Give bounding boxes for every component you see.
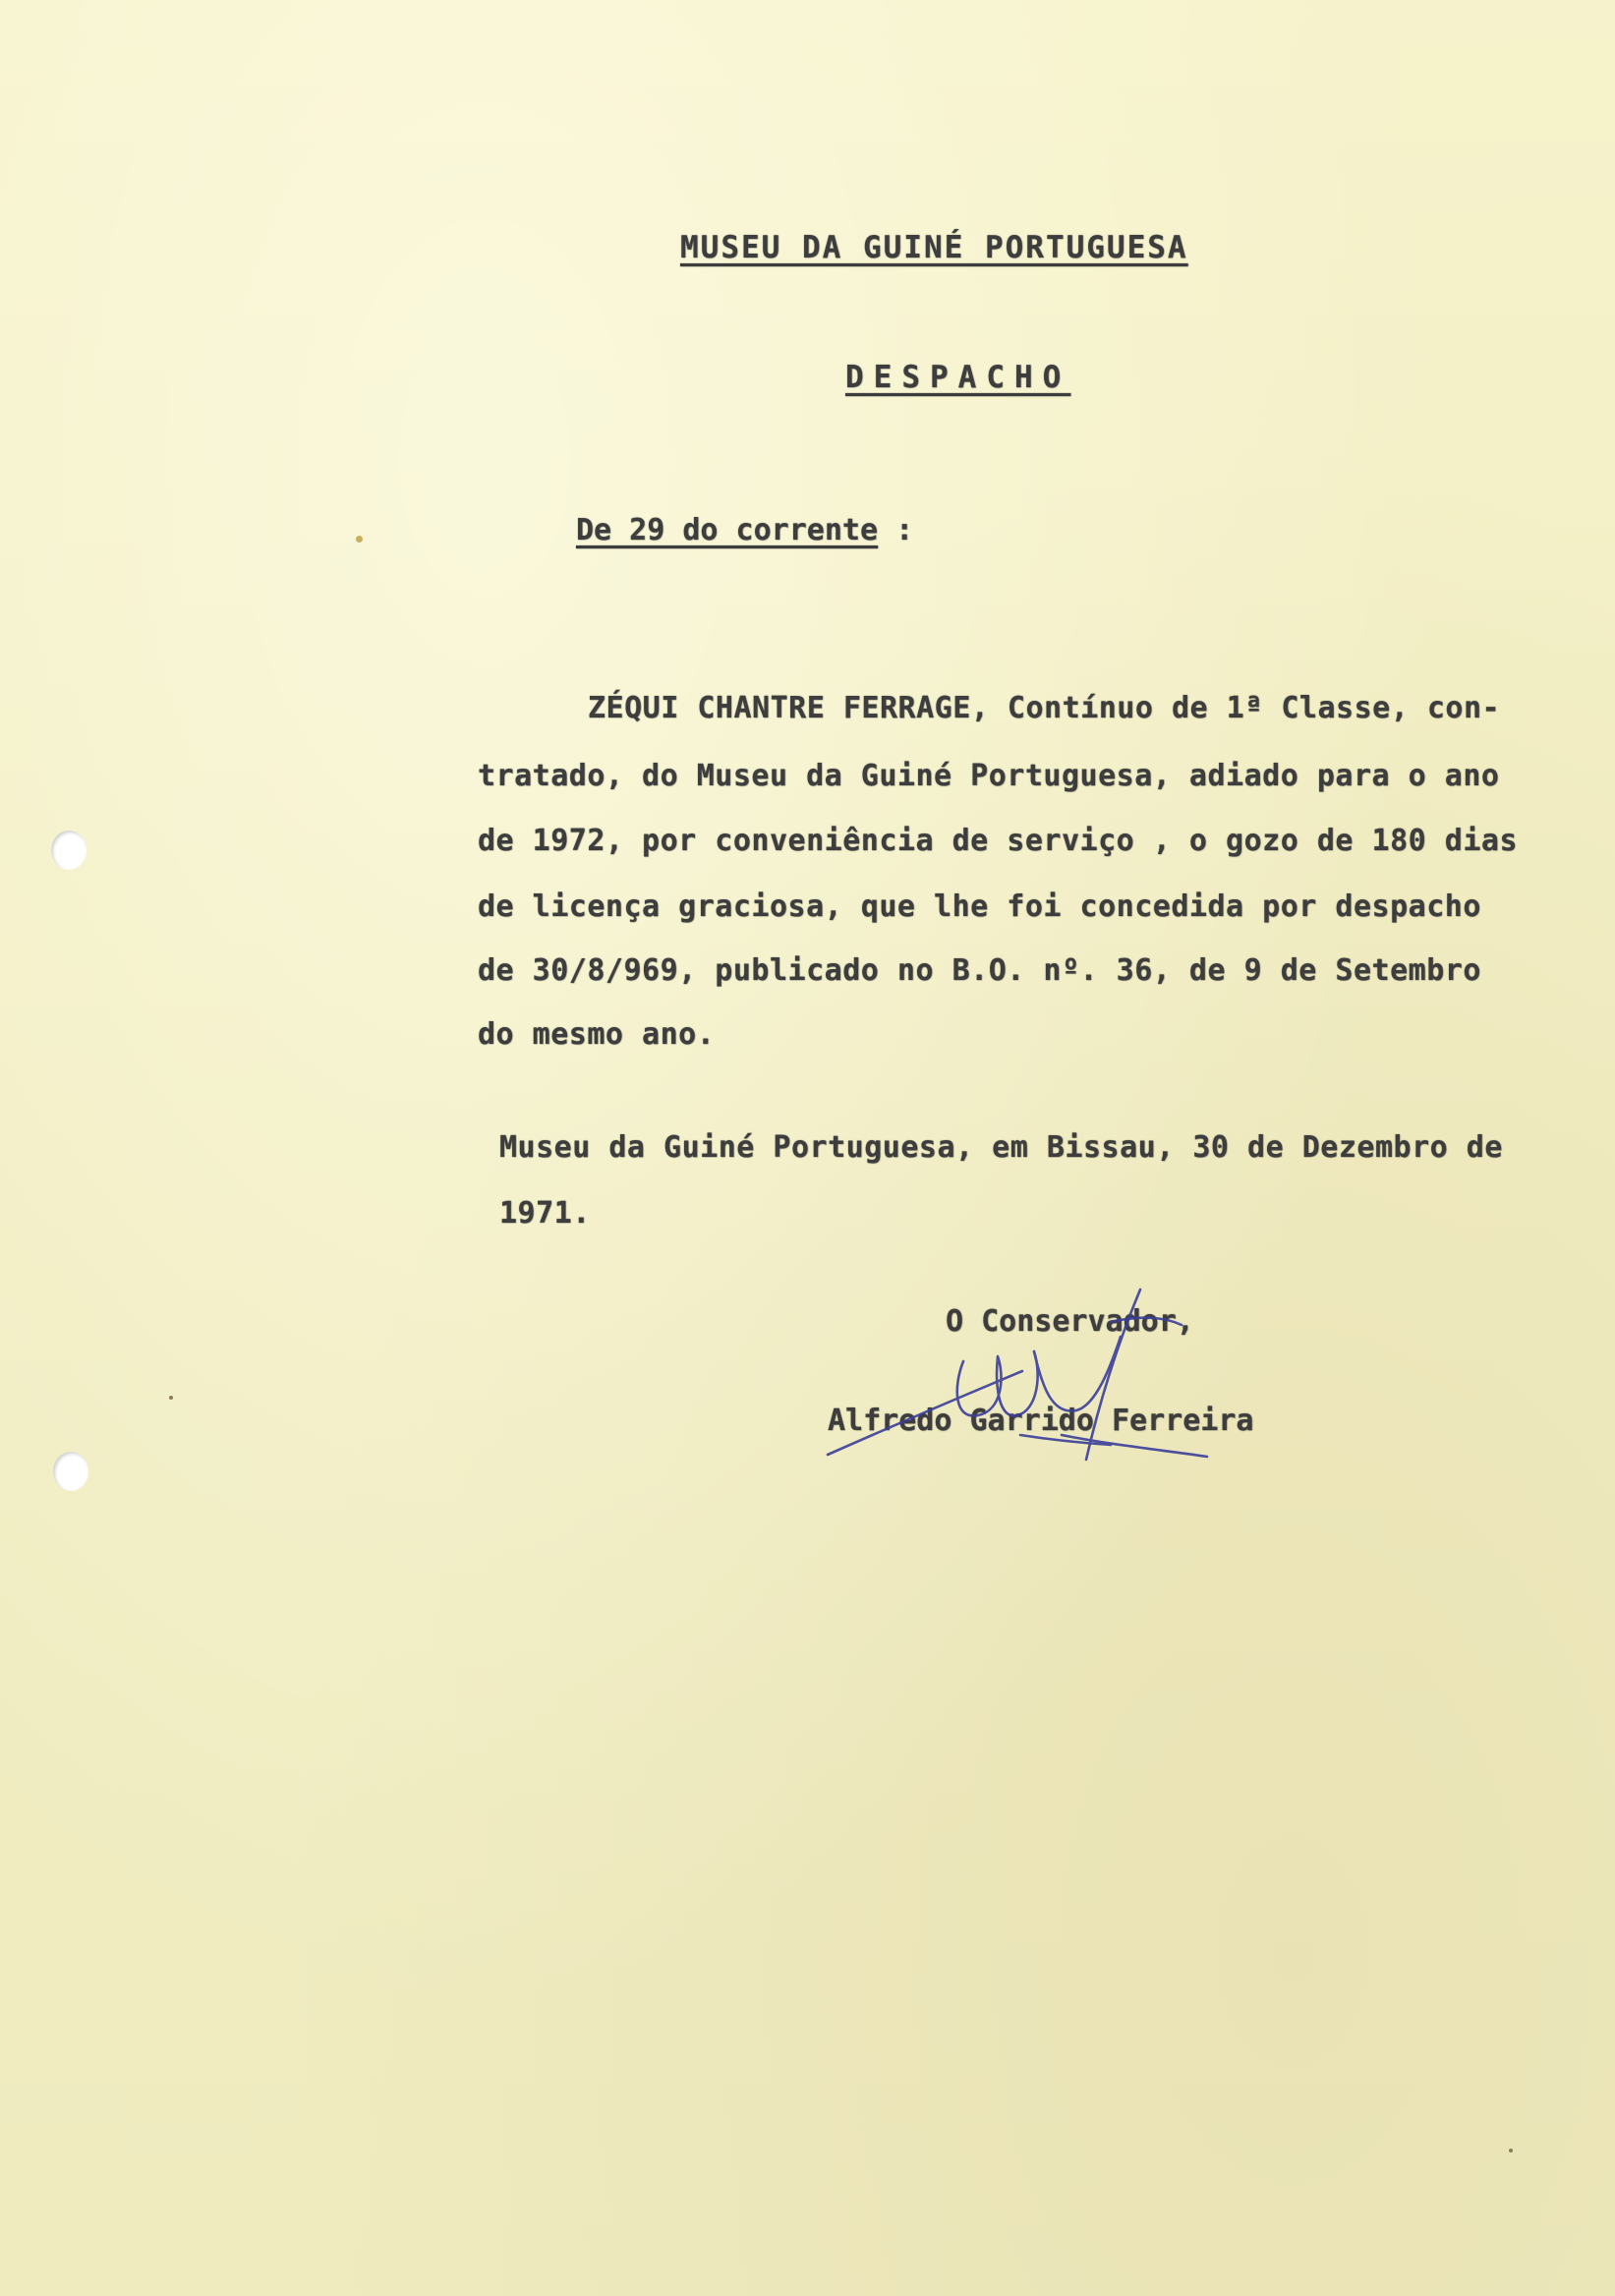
document-type-heading: DESPACHO	[845, 360, 1071, 395]
punch-hole-top	[51, 831, 87, 870]
paper-stain	[356, 536, 363, 543]
signature-stroke	[957, 1351, 1038, 1415]
body-line: do mesmo ano.	[478, 1017, 716, 1052]
signature-stroke	[828, 1371, 1022, 1455]
signature-stroke	[1034, 1337, 1121, 1411]
body-line: ZÉQUI CHANTRE FERRAGE, Contínuo de 1ª Classe, con-	[588, 691, 1501, 725]
paper-speck	[169, 1396, 173, 1400]
signatory-title: O Conservador,	[946, 1304, 1194, 1339]
paper-speck	[1509, 2149, 1513, 2152]
body-line: de 1972, por conveniência de serviço , o gozo de 180 dias	[478, 824, 1519, 858]
signatory-name: Alfredo Garrido Ferreira	[828, 1404, 1254, 1438]
body-line: tratado, do Museu da Guiné Portuguesa, adiado para o ano	[478, 759, 1500, 793]
body-line: de licença graciosa, que lhe foi concedida por despacho	[478, 890, 1481, 924]
institution-heading: MUSEU DA GUINÉ PORTUGUESA	[680, 230, 1188, 265]
signature-stroke	[1062, 1435, 1207, 1457]
handwritten-signature-mark	[816, 1278, 1239, 1484]
signature-stroke	[1111, 1318, 1182, 1325]
closing-year: 1971.	[499, 1196, 591, 1231]
punch-hole-bottom	[53, 1452, 88, 1491]
body-line: de 30/8/969, publicado no B.O. nº. 36, de 9 de Setembro	[478, 953, 1481, 988]
date-intro-text: De 29 do corrente	[576, 513, 879, 547]
closing-place-date: Museu da Guiné Portuguesa, em Bissau, 30 de Dezembro de	[499, 1130, 1503, 1165]
date-intro-colon: :	[878, 513, 914, 547]
signature-stroke	[1086, 1290, 1140, 1460]
date-intro	[576, 513, 913, 547]
